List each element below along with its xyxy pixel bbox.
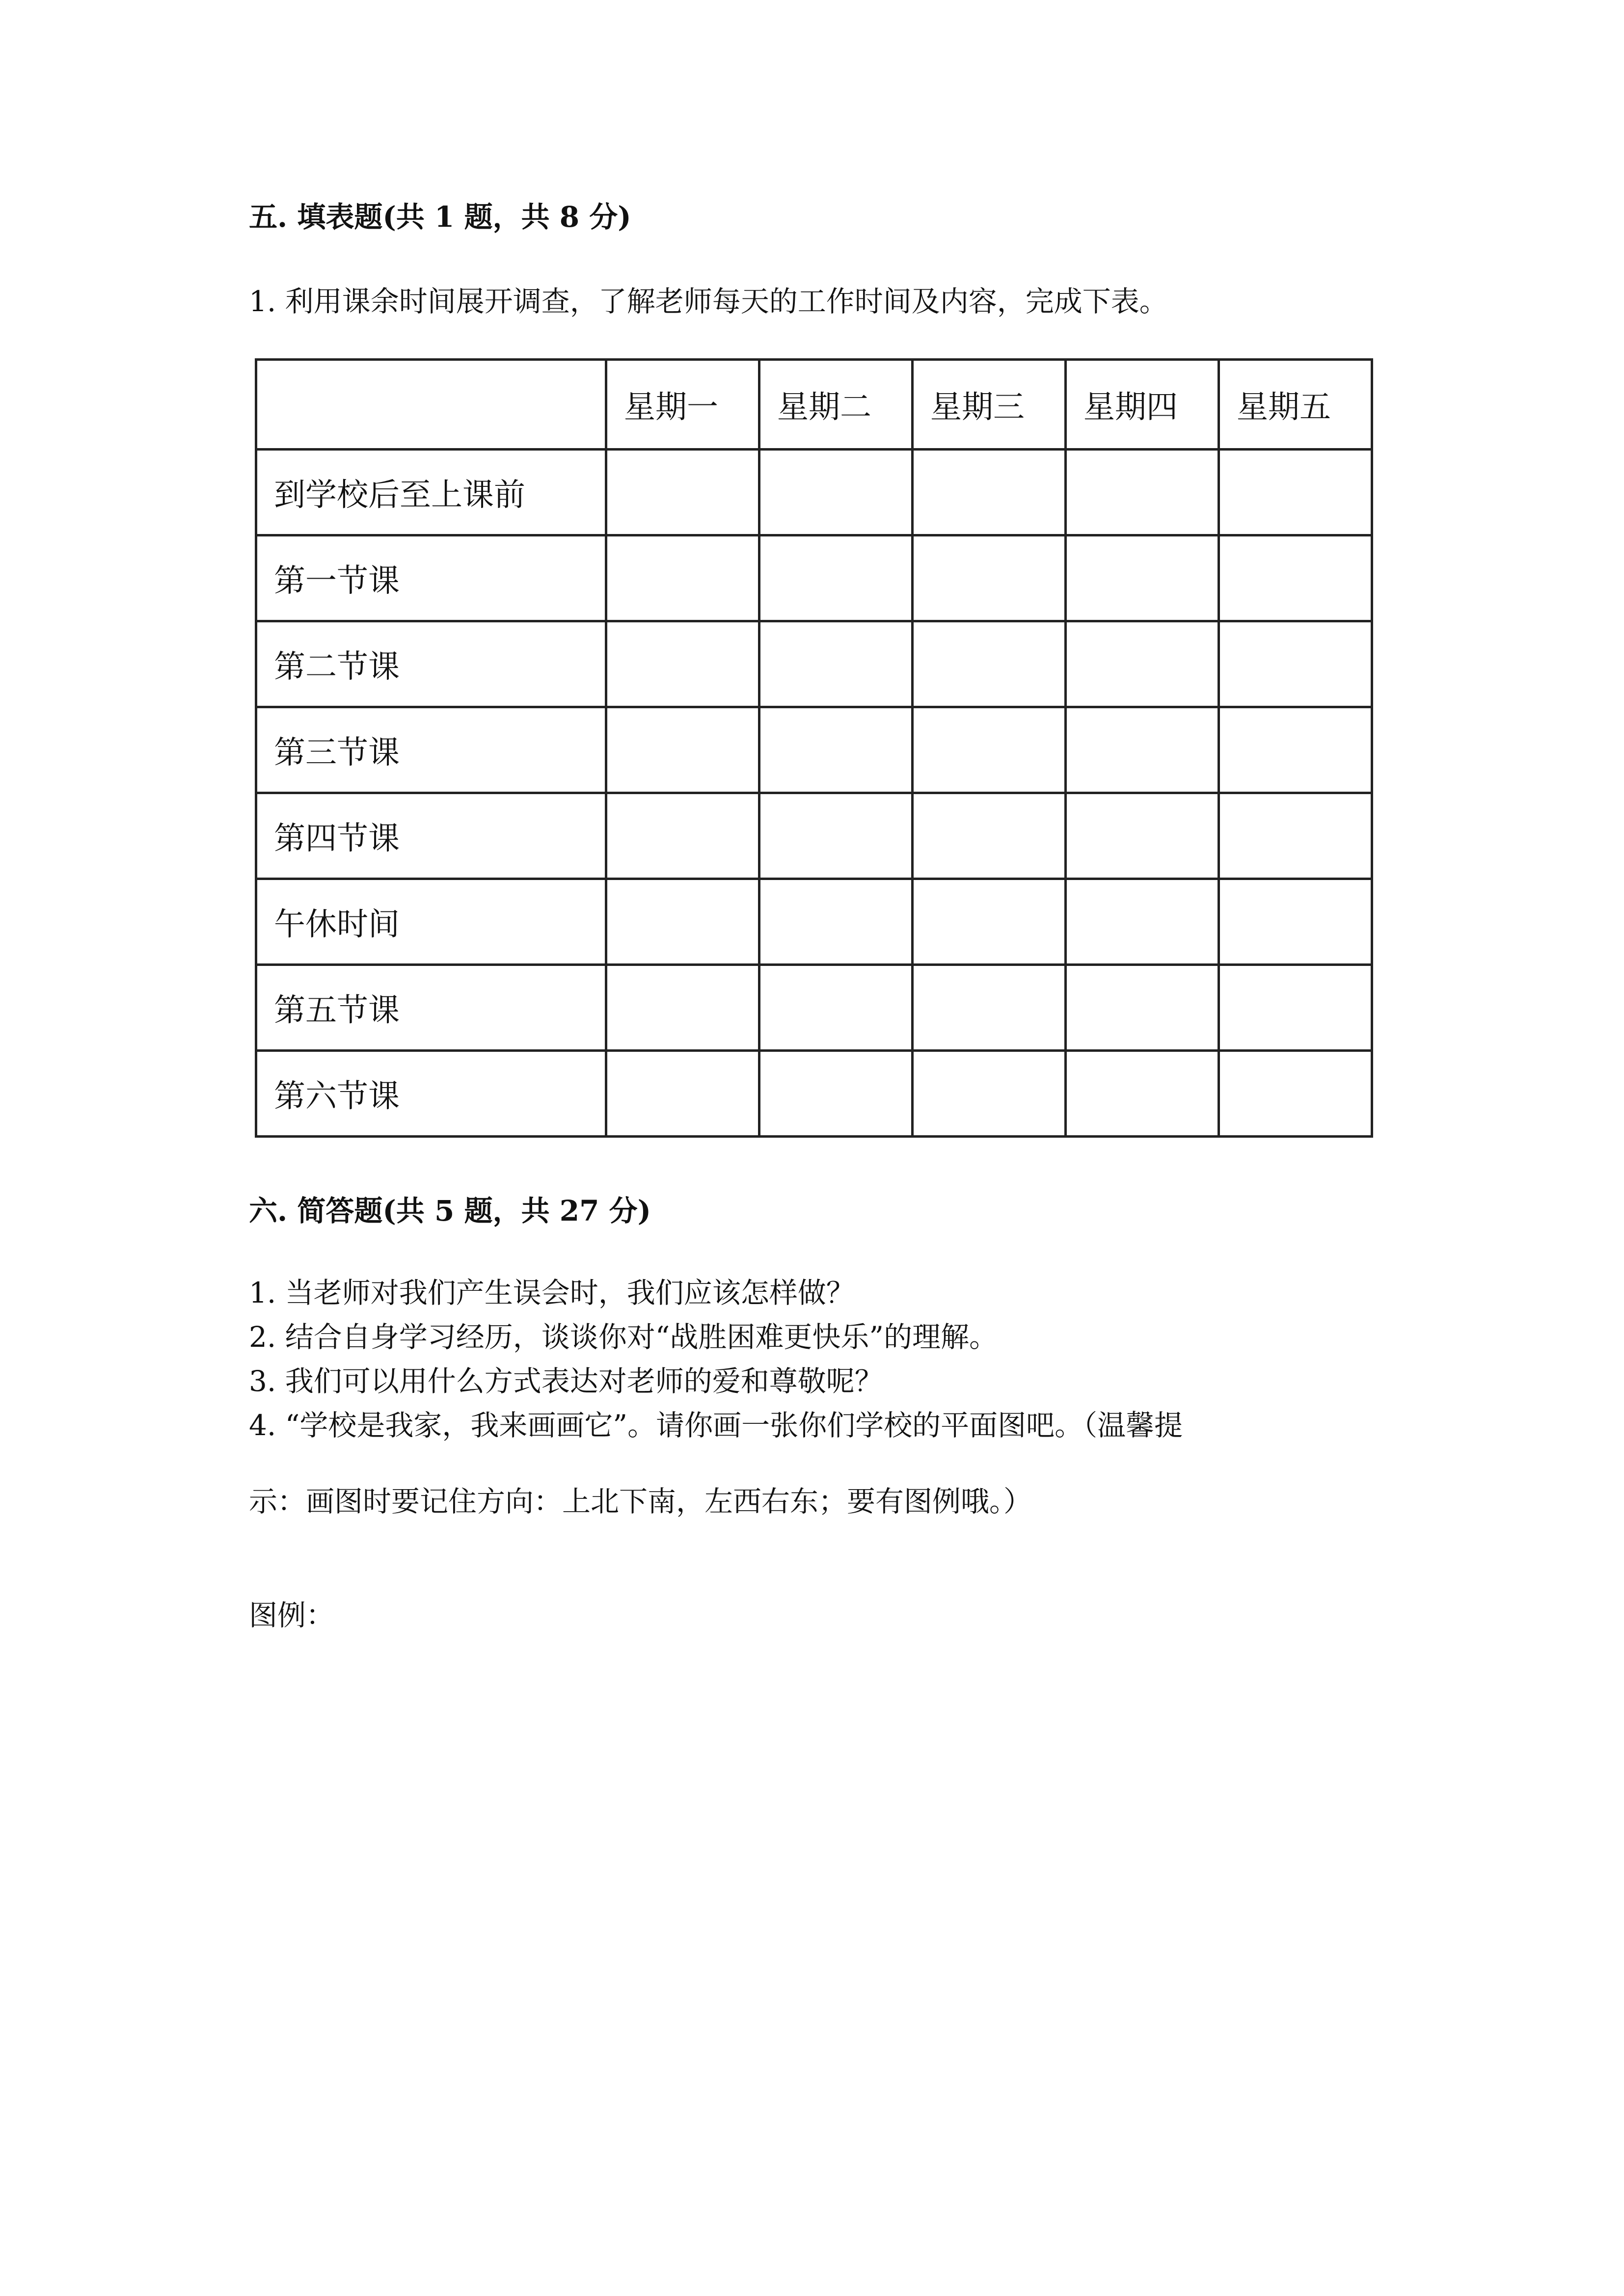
row-label: 第一节课 [256,535,606,621]
table-row [256,535,1372,621]
blank-cell[interactable] [1219,879,1372,965]
blank-cell[interactable] [1219,965,1372,1051]
table-row [256,450,1372,535]
blank-cell[interactable] [913,1051,1066,1137]
table-row [256,621,1372,707]
section6-question-2: 2. 结合自身学习经历，谈谈你对“战胜困难更快乐”的理解。 [249,1320,998,1354]
table-row [256,793,1372,879]
blank-cell[interactable] [1219,535,1372,621]
blank-cell[interactable] [759,707,913,793]
blank-cell[interactable] [606,1051,759,1137]
blank-cell[interactable] [1219,621,1372,707]
blank-cell[interactable] [913,707,1066,793]
blank-cell[interactable] [759,535,913,621]
blank-cell[interactable] [1066,965,1219,1051]
blank-cell[interactable] [606,965,759,1051]
blank-cell[interactable] [1066,793,1219,879]
row-label: 第六节课 [256,1051,606,1137]
survey-table [255,358,1373,1138]
blank-cell[interactable] [606,793,759,879]
blank-cell[interactable] [1066,707,1219,793]
blank-cell[interactable] [759,621,913,707]
table-corner-cell [256,360,606,450]
section6-question-4: 4. “学校是我家，我来画画它”。请你画一张你们学校的平面图吧。（温馨提 [249,1409,1183,1442]
blank-cell[interactable] [913,450,1066,535]
blank-cell[interactable] [606,707,759,793]
section6-question-4-continued: 示：画图时要记住方向：上北下南，左西右东；要有图例哦。） [249,1485,1032,1518]
row-label: 第四节课 [256,793,606,879]
day-header-5: 星期五 [1219,360,1372,450]
blank-cell[interactable] [1066,621,1219,707]
blank-cell[interactable] [759,450,913,535]
row-label: 第五节课 [256,965,606,1051]
blank-cell[interactable] [759,1051,913,1137]
row-label: 午休时间 [256,879,606,965]
blank-cell[interactable] [913,535,1066,621]
table-row [256,1051,1372,1137]
day-header-2: 星期二 [759,360,913,450]
section5-question1: 1. 利用课余时间展开调查，了解老师每天的工作时间及内容，完成下表。 [249,285,1168,318]
blank-cell[interactable] [606,535,759,621]
blank-cell[interactable] [913,793,1066,879]
legend-label: 图例： [249,1599,335,1632]
day-header-3: 星期三 [913,360,1066,450]
section6-heading: 六. 简答题(共 5 题，共 27 分) [249,1194,651,1228]
blank-cell[interactable] [1066,535,1219,621]
blank-cell[interactable] [1066,1051,1219,1137]
table-row [256,965,1372,1051]
section6-question-3: 3. 我们可以用什么方式表达对老师的爱和尊敬呢？ [249,1364,883,1398]
blank-cell[interactable] [1219,450,1372,535]
table-row [256,707,1372,793]
blank-cell[interactable] [913,965,1066,1051]
blank-cell[interactable] [913,879,1066,965]
blank-cell[interactable] [1066,450,1219,535]
row-label: 第三节课 [256,707,606,793]
blank-cell[interactable] [1219,1051,1372,1137]
day-header-1: 星期一 [606,360,759,450]
blank-cell[interactable] [759,879,913,965]
section6-question-1: 1. 当老师对我们产生误会时，我们应该怎样做？ [249,1276,855,1309]
table-row [256,879,1372,965]
table-header-row [256,360,1372,450]
section5-heading: 五. 填表题(共 1 题，共 8 分) [249,200,631,234]
day-header-4: 星期四 [1066,360,1219,450]
row-label: 到学校后至上课前 [256,450,606,535]
blank-cell[interactable] [759,965,913,1051]
blank-cell[interactable] [606,879,759,965]
blank-cell[interactable] [759,793,913,879]
row-label: 第二节课 [256,621,606,707]
blank-cell[interactable] [1219,707,1372,793]
blank-cell[interactable] [606,621,759,707]
blank-cell[interactable] [1066,879,1219,965]
blank-cell[interactable] [1219,793,1372,879]
blank-cell[interactable] [606,450,759,535]
blank-cell[interactable] [913,621,1066,707]
